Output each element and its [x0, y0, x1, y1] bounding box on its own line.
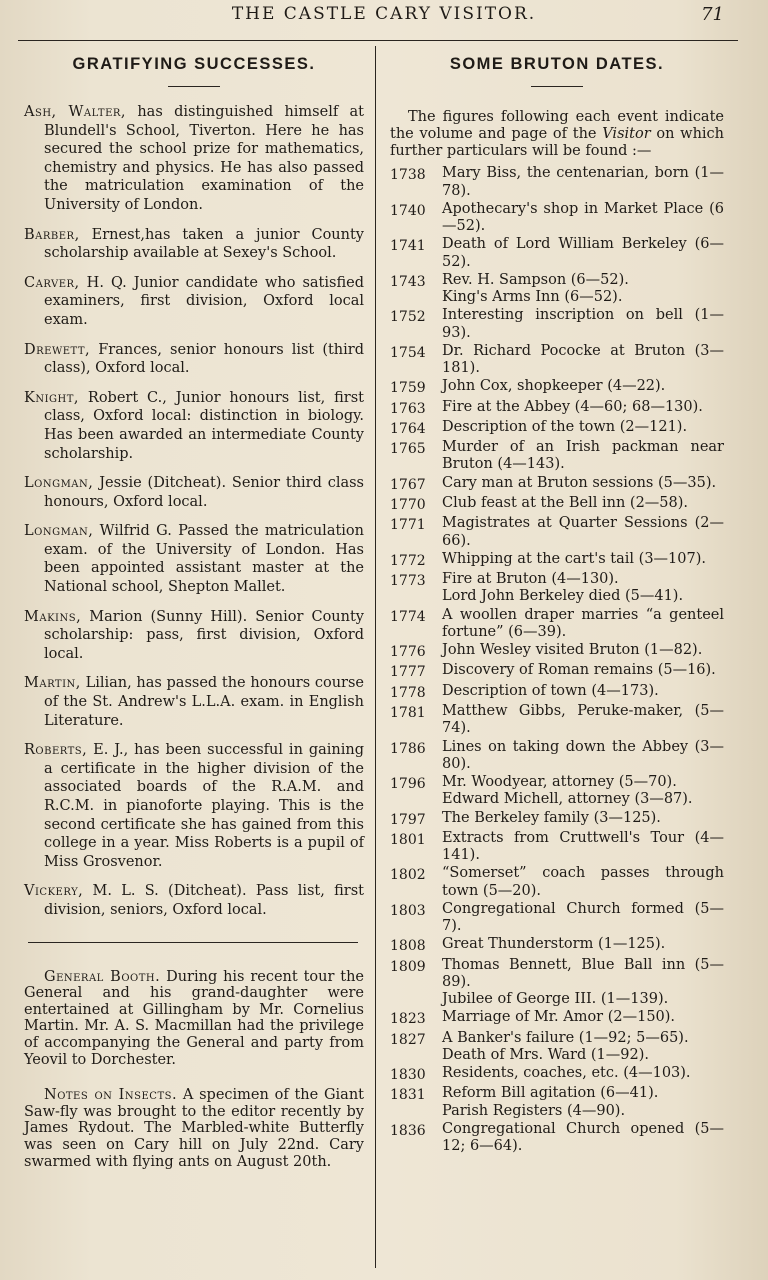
entry-text: Jessie (Ditcheat). Senior third class honours, Oxford local.	[44, 475, 364, 510]
date-entry	[390, 343, 724, 377]
event-description	[442, 571, 724, 605]
event-description	[442, 419, 724, 438]
left-column	[24, 48, 364, 1189]
event-year: 1764	[390, 420, 426, 437]
entry-text: has distinguished himself at Blundell's School, Tiverton. Here he has secured the school prize for mathematics, chemistry and physics. He has also passed the matriculation examination of the University of London.	[44, 104, 364, 213]
event-description	[442, 739, 724, 773]
heading-rule	[531, 86, 583, 87]
event-description	[442, 901, 724, 935]
event-description	[442, 307, 724, 341]
event-year: 1773	[390, 573, 426, 590]
date-entry	[390, 865, 724, 899]
event-line: Extracts from Cruttwell's Tour (4—141).	[442, 829, 724, 864]
dates-list	[390, 165, 724, 1155]
date-entry	[390, 1030, 724, 1064]
date-entry	[390, 1085, 724, 1119]
event-year: 1740	[390, 202, 426, 219]
event-year: 1808	[390, 938, 426, 955]
event-line: Mr. Woodyear, attorney (5—70).	[442, 774, 677, 791]
event-year: 1765	[390, 441, 426, 458]
event-line: Magistrates at Quarter Sessions (2—66).	[442, 515, 724, 549]
section-divider	[28, 942, 358, 943]
event-description	[442, 957, 724, 1009]
date-entry	[390, 165, 724, 199]
event-year: 1774	[390, 608, 426, 625]
event-description	[442, 662, 724, 681]
event-year: 1836	[390, 1122, 426, 1139]
heading-rule	[168, 86, 220, 87]
header-rule	[18, 40, 738, 41]
event-line: Death of Lord William Berkeley (6—52).	[442, 236, 724, 270]
event-year: 1772	[390, 552, 426, 569]
event-line: Congregational Church opened (5—12; 6—64).	[442, 1120, 724, 1155]
event-description	[442, 703, 724, 737]
event-line: Whipping at the cart's tail (3—107).	[442, 550, 706, 567]
entry-text: H. Q. Junior candidate who satisfied examiners, first division, Oxford local exam.	[44, 274, 364, 328]
event-line: Rev. H. Sampson (6—52).	[442, 271, 629, 288]
date-entry	[390, 307, 724, 341]
entry-name: Martin,	[24, 675, 81, 692]
date-entry	[390, 957, 724, 1009]
event-description	[442, 936, 724, 955]
event-year: 1763	[390, 400, 426, 417]
event-line: King's Arms Inn (6—52).	[442, 289, 623, 306]
success-entry	[24, 226, 364, 263]
event-year: 1752	[390, 309, 426, 326]
event-year: 1803	[390, 902, 426, 919]
success-entry	[24, 741, 364, 871]
date-entry	[390, 571, 724, 605]
date-entry	[390, 1065, 724, 1084]
event-year: 1797	[390, 811, 426, 828]
date-entry	[390, 683, 724, 702]
date-entry	[390, 515, 724, 549]
event-description	[442, 343, 724, 377]
event-year: 1759	[390, 380, 426, 397]
date-entry	[390, 774, 724, 808]
event-line: Dr. Richard Pococke at Bruton (3—181).	[442, 342, 724, 377]
date-entry	[390, 419, 724, 438]
entry-text: Ernest,has taken a junior County scholarship available at Sexey's School.	[44, 226, 364, 262]
event-line: Cary man at Bruton sessions (5—35).	[442, 474, 717, 491]
page-number: 71	[701, 4, 724, 25]
event-year: 1796	[390, 776, 426, 793]
event-line: The Berkeley family (3—125).	[442, 809, 661, 826]
event-description	[442, 1009, 724, 1028]
date-entry	[390, 642, 724, 661]
event-line: Congregational Church formed (5—7).	[442, 900, 724, 935]
date-entry	[390, 399, 724, 418]
success-entry	[24, 882, 364, 919]
entry-name: Longman,	[24, 523, 94, 540]
date-entry	[390, 936, 724, 955]
event-line: Death of Mrs. Ward (1—92).	[442, 1046, 649, 1063]
event-description	[442, 1030, 724, 1064]
dates-heading: SOME BRUTON DATES.	[449, 55, 665, 73]
event-description	[442, 515, 724, 549]
date-entry	[390, 739, 724, 773]
entry-text: Frances, senior honours list (third class), Oxford local.	[44, 341, 364, 377]
entry-name: Knight,	[24, 389, 80, 406]
success-entry	[24, 389, 364, 463]
event-year: 1778	[390, 684, 426, 701]
success-entry	[24, 522, 364, 596]
event-year: 1743	[390, 273, 426, 290]
entry-name: Ash, Walter,	[24, 104, 127, 120]
event-description	[442, 1121, 724, 1155]
note-paragraph	[24, 969, 364, 1069]
event-description	[442, 378, 724, 397]
entry-name: Carver,	[24, 274, 80, 291]
date-entry	[390, 272, 724, 306]
event-line: Edward Michell, attorney (3—87).	[442, 791, 693, 808]
entry-name: Drewett,	[24, 341, 91, 358]
event-line: Interesting inscription on bell (1—93).	[442, 307, 724, 341]
success-entry	[24, 103, 364, 215]
event-year: 1809	[390, 958, 426, 975]
entry-name: Makins,	[24, 608, 82, 625]
event-year: 1770	[390, 497, 426, 514]
event-line: Lines on taking down the Abbey (3—80).	[442, 738, 724, 772]
success-entry	[24, 674, 364, 730]
event-year: 1786	[390, 740, 426, 757]
event-line: Lord John Berkeley died (5—41).	[442, 588, 684, 605]
event-description	[442, 201, 724, 235]
event-line: Apothecary's shop in Market Place (6—52).	[442, 200, 724, 235]
event-line: Jubilee of George III. (1—139).	[442, 991, 669, 1008]
event-year: 1827	[390, 1031, 426, 1048]
running-title: THE CASTLE CARY VISITOR.	[231, 4, 537, 24]
success-entry	[24, 474, 364, 511]
date-entry	[390, 1009, 724, 1028]
date-entry	[390, 201, 724, 235]
entry-name: Vickery,	[24, 883, 84, 900]
event-year: 1831	[390, 1087, 426, 1104]
event-line: A Banker's failure (1—92; 5—65).	[442, 1029, 689, 1046]
date-entry	[390, 703, 724, 737]
entry-name: Longman,	[24, 475, 94, 492]
event-description	[442, 439, 724, 473]
date-entry	[390, 1121, 724, 1155]
event-description	[442, 1065, 724, 1084]
date-entry	[390, 475, 724, 494]
event-line: Description of town (4—173).	[442, 682, 659, 699]
event-description	[442, 810, 724, 829]
entry-text: Marion (Sunny Hill). Senior County scholarship: pass, first division, Oxford local.	[44, 608, 364, 662]
event-year: 1781	[390, 705, 426, 722]
event-description	[442, 774, 724, 808]
date-entry	[390, 607, 724, 641]
note-lead: Notes on Insects.	[44, 1087, 178, 1104]
event-description	[442, 642, 724, 661]
event-year: 1823	[390, 1011, 426, 1028]
event-year: 1741	[390, 238, 426, 255]
date-entry	[390, 439, 724, 473]
date-entry	[390, 551, 724, 570]
event-line: Fire at Bruton (4—130).	[442, 571, 619, 588]
event-line: Marriage of Mr. Amor (2—150).	[442, 1009, 676, 1026]
event-year: 1771	[390, 517, 426, 534]
note-paragraph	[24, 1087, 364, 1170]
date-entry	[390, 378, 724, 397]
event-line: Matthew Gibbs, Peruke-maker, (5—74).	[442, 703, 724, 737]
note-text: A specimen of the Giant Saw-fly was brought to the editor recently by James Rydout. The Marbled-white Butterfly was seen on Cary hill on July 22nd. Cary swarmed with flying ants on August 20th.	[24, 1087, 364, 1170]
event-description	[442, 475, 724, 494]
success-entry	[24, 341, 364, 378]
entry-text: M. L. S. (Ditcheat). Pass list, first division, seniors, Oxford local.	[44, 883, 364, 918]
entry-text: E. J., has been successful in gaining a certificate in the higher division of the associated boards of the R.A.M. and R.C.M. in pianoforte playing. This is the second certificate she has gained from this college in a year. Miss Roberts is a pupil of Miss Grosvenor.	[44, 742, 364, 870]
event-description	[442, 272, 724, 306]
event-year: 1801	[390, 831, 426, 848]
date-entry	[390, 662, 724, 681]
date-entry	[390, 810, 724, 829]
right-column	[390, 48, 724, 1156]
event-line: Thomas Bennett, Blue Ball inn (5—89).	[442, 956, 724, 990]
notes-section	[24, 969, 364, 1171]
event-line: John Cox, shopkeeper (4—22).	[442, 378, 666, 395]
success-entry	[24, 274, 364, 330]
entry-text: Robert C., Junior honours list, first class, Oxford local: distinction in biology. Has been awarded an intermediate County scholarship.	[44, 389, 364, 462]
date-entry	[390, 901, 724, 935]
event-line: “Somerset” coach passes through town (5—20).	[442, 865, 724, 899]
event-year: 1767	[390, 476, 426, 493]
event-line: Discovery of Roman remains (5—16).	[442, 662, 716, 679]
event-line: Club feast at the Bell inn (2—58).	[442, 495, 689, 512]
column-rule	[375, 46, 376, 1268]
event-description	[442, 551, 724, 570]
event-line: Murder of an Irish packman near Bruton (4—143).	[442, 439, 724, 473]
successes-list	[24, 103, 364, 920]
event-description	[442, 495, 724, 514]
event-description	[442, 865, 724, 899]
entry-text: Lilian, has passed the honours course of the St. Andrew's L.L.A. exam. in English Literature.	[44, 675, 364, 729]
event-line: Description of the town (2—121).	[442, 418, 688, 435]
date-entry	[390, 495, 724, 514]
entry-name: Roberts,	[24, 742, 88, 759]
event-line: Parish Registers (4—90).	[442, 1102, 626, 1119]
event-description	[442, 236, 724, 270]
event-line: Fire at the Abbey (4—60; 68—130).	[442, 398, 703, 415]
date-entry	[390, 830, 724, 864]
event-description	[442, 830, 724, 864]
entry-text: Wilfrid G. Passed the matriculation exam. of the University of London. Has been appointed assistant master at the National school, Shepton Mallet.	[44, 523, 364, 596]
event-year: 1802	[390, 867, 426, 884]
successes-heading: GRATIFYING SUCCESSES.	[72, 55, 316, 73]
event-description	[442, 683, 724, 702]
event-year: 1738	[390, 167, 426, 184]
event-description	[442, 165, 724, 199]
success-entry	[24, 608, 364, 664]
event-year: 1776	[390, 644, 426, 661]
note-lead: General Booth.	[44, 968, 161, 985]
entry-name: Barber,	[24, 226, 80, 243]
event-line: A woollen draper marries “a genteel fortune” (6—39).	[442, 606, 724, 640]
event-year: 1777	[390, 664, 426, 681]
note-text: During his recent tour the General and his grand-daughter were entertained at Gillingham by Mr. Cornelius Martin. Mr. A. S. Macmillan had the privilege of accompanying the General and party from Yeovil to Dorchester.	[24, 968, 364, 1068]
date-entry	[390, 236, 724, 270]
event-year: 1830	[390, 1067, 426, 1084]
event-description	[442, 399, 724, 418]
dates-intro: The figures following each event indicate the volume and page of the Visitor on which further particulars will be found :—	[390, 109, 725, 159]
event-line: Mary Biss, the centenarian, born (1—78).	[442, 165, 724, 199]
event-description	[442, 1085, 724, 1119]
event-description	[442, 607, 724, 641]
event-line: Residents, coaches, etc. (4—103).	[442, 1065, 691, 1082]
event-line: John Wesley visited Bruton (1—82).	[442, 642, 703, 659]
event-line: Reform Bill agitation (6—41).	[442, 1085, 659, 1102]
event-line: Great Thunderstorm (1—125).	[442, 936, 666, 953]
event-year: 1754	[390, 344, 426, 361]
